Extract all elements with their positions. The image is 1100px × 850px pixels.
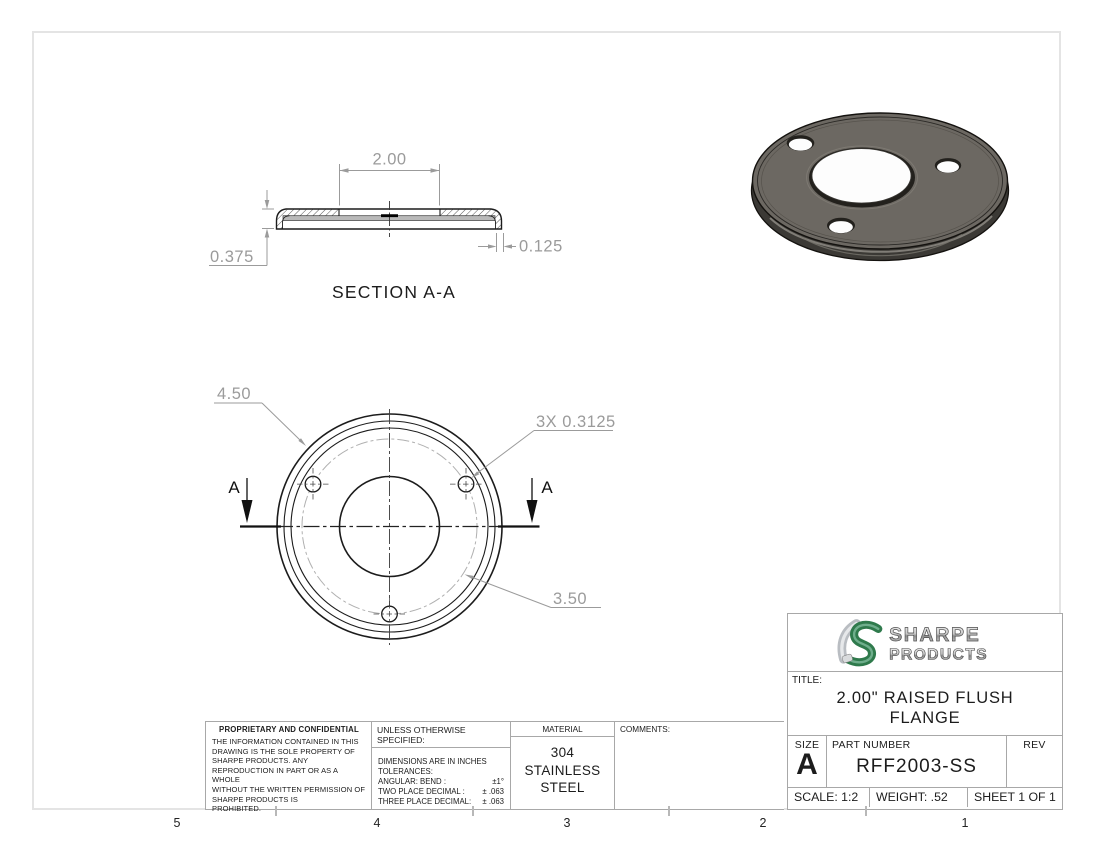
tolerance-block: [371, 721, 511, 810]
iso-hole-through: [812, 149, 911, 203]
zone-tick: [275, 806, 277, 816]
cut-label-right: A: [541, 478, 553, 497]
tolerance-line: DIMENSIONS ARE IN INCHES: [378, 757, 487, 766]
scale-row: [788, 788, 1062, 807]
material-line: 304: [550, 745, 575, 760]
comments-block: [614, 721, 784, 810]
dim-outer-diameter-text: 4.50: [216, 385, 252, 403]
tolerance-body: [372, 748, 510, 807]
size-partnumber-rev-row: [788, 736, 1062, 788]
size-cell: [788, 736, 827, 787]
rev-cell: [1007, 736, 1062, 787]
material-line: STAINLESS: [524, 762, 601, 778]
tolerance-label: ANGULAR: BEND :: [378, 777, 447, 786]
rev-label: REV: [1023, 739, 1046, 751]
cut-arrow-left: [242, 478, 253, 523]
part-number-cell: [827, 736, 1007, 787]
tolerance-header: UNLESS OTHERWISE SPECIFIED:: [372, 722, 510, 748]
proprietary-line: REPRODUCTION IN PART OR AS A WHOLE: [212, 765, 338, 785]
sharpe-products-logo: [825, 618, 1025, 668]
zone-number: 1: [961, 816, 969, 830]
material-block: [510, 721, 615, 810]
title-cell: [788, 672, 1062, 736]
drawing-title-line1: 2.00" RAISED FLUSH: [836, 689, 1014, 707]
comments-header: COMMENTS:: [620, 725, 671, 734]
part-number-value: RFF2003-SS: [856, 756, 977, 777]
sheet-cell: SHEET 1 OF 1: [974, 790, 1056, 804]
notes-row: [205, 721, 784, 814]
tolerance-row: [378, 797, 504, 807]
proprietary-block: [205, 721, 372, 814]
title-block: [787, 613, 1063, 810]
proprietary-header: PROPRIETARY AND CONFIDENTIAL: [219, 725, 359, 734]
tolerance-label: TWO PLACE DECIMAL :: [378, 787, 465, 796]
tolerance-label: THREE PLACE DECIMAL:: [378, 797, 472, 806]
material-value: [511, 737, 614, 797]
dim-height: [209, 190, 274, 266]
section-view: [209, 151, 563, 303]
proprietary-line: SHARPE PRODUCTS IS: [212, 794, 298, 804]
tolerance-value: ± .063: [482, 787, 504, 796]
dim-bolt-holes-text: 3X 0.3125: [536, 413, 616, 431]
zone-tick: [865, 806, 867, 816]
proprietary-line: PROHIBITED.: [212, 804, 262, 814]
proprietary-line: SHARPE PRODUCTS. ANY: [212, 756, 309, 766]
dim-hole-width-text: 2.00: [372, 150, 407, 169]
material-line: STEEL: [540, 780, 585, 795]
zone-number: 5: [173, 816, 181, 830]
zone-number: 2: [759, 816, 767, 830]
zone-number: 4: [373, 816, 381, 830]
dim-bolt-circle-text: 3.50: [553, 590, 588, 608]
title-label: TITLE:: [792, 675, 823, 686]
section-caption: SECTION A-A: [331, 282, 457, 302]
material-header: MATERIAL: [511, 722, 614, 737]
iso-view: [752, 113, 1009, 261]
dim-bolt-holes: [471, 413, 616, 478]
tolerance-row: [378, 777, 504, 787]
proprietary-line: THE INFORMATION CONTAINED IN THIS: [212, 737, 359, 746]
weight-cell: WEIGHT: .52: [870, 788, 968, 807]
plan-view: [214, 385, 616, 645]
drawing-title-line2: FLANGE: [889, 708, 961, 727]
drawing-title: [788, 689, 1062, 728]
size-value: A: [796, 748, 818, 781]
part-number-label: PART NUMBER: [832, 739, 911, 751]
logo-text-line2: PRODUCTS: [889, 645, 988, 663]
scale-cell: SCALE: 1:2: [788, 788, 870, 807]
cut-label-left: A: [228, 478, 240, 497]
tolerance-line: TOLERANCES:: [378, 767, 433, 776]
proprietary-body: [212, 737, 366, 814]
tolerance-value: ±1°: [492, 777, 504, 786]
cut-arrow-right: [527, 478, 538, 523]
proprietary-line: WITHOUT THE WRITTEN PERMISSION OF: [212, 784, 366, 794]
zone-tick: [668, 806, 670, 816]
dim-outer-diameter: [214, 385, 306, 446]
dim-thickness-text: 0.125: [519, 237, 563, 256]
logo-mark: [842, 623, 879, 663]
dim-height-text: 0.375: [210, 248, 254, 266]
tolerance-value: ± .063: [482, 797, 504, 806]
zone-tick: [472, 806, 474, 816]
size-label: SIZE: [794, 739, 820, 751]
dim-thickness: [478, 233, 563, 256]
proprietary-line: DRAWING IS THE SOLE PROPERTY OF: [212, 746, 355, 756]
tolerance-row: [378, 787, 504, 797]
logo-cell: [788, 614, 1062, 672]
logo-text-line1: SHARPE: [889, 623, 981, 646]
zone-number: 3: [563, 816, 571, 830]
dim-hole-width: [340, 151, 440, 206]
dim-bolt-circle: [465, 574, 602, 608]
